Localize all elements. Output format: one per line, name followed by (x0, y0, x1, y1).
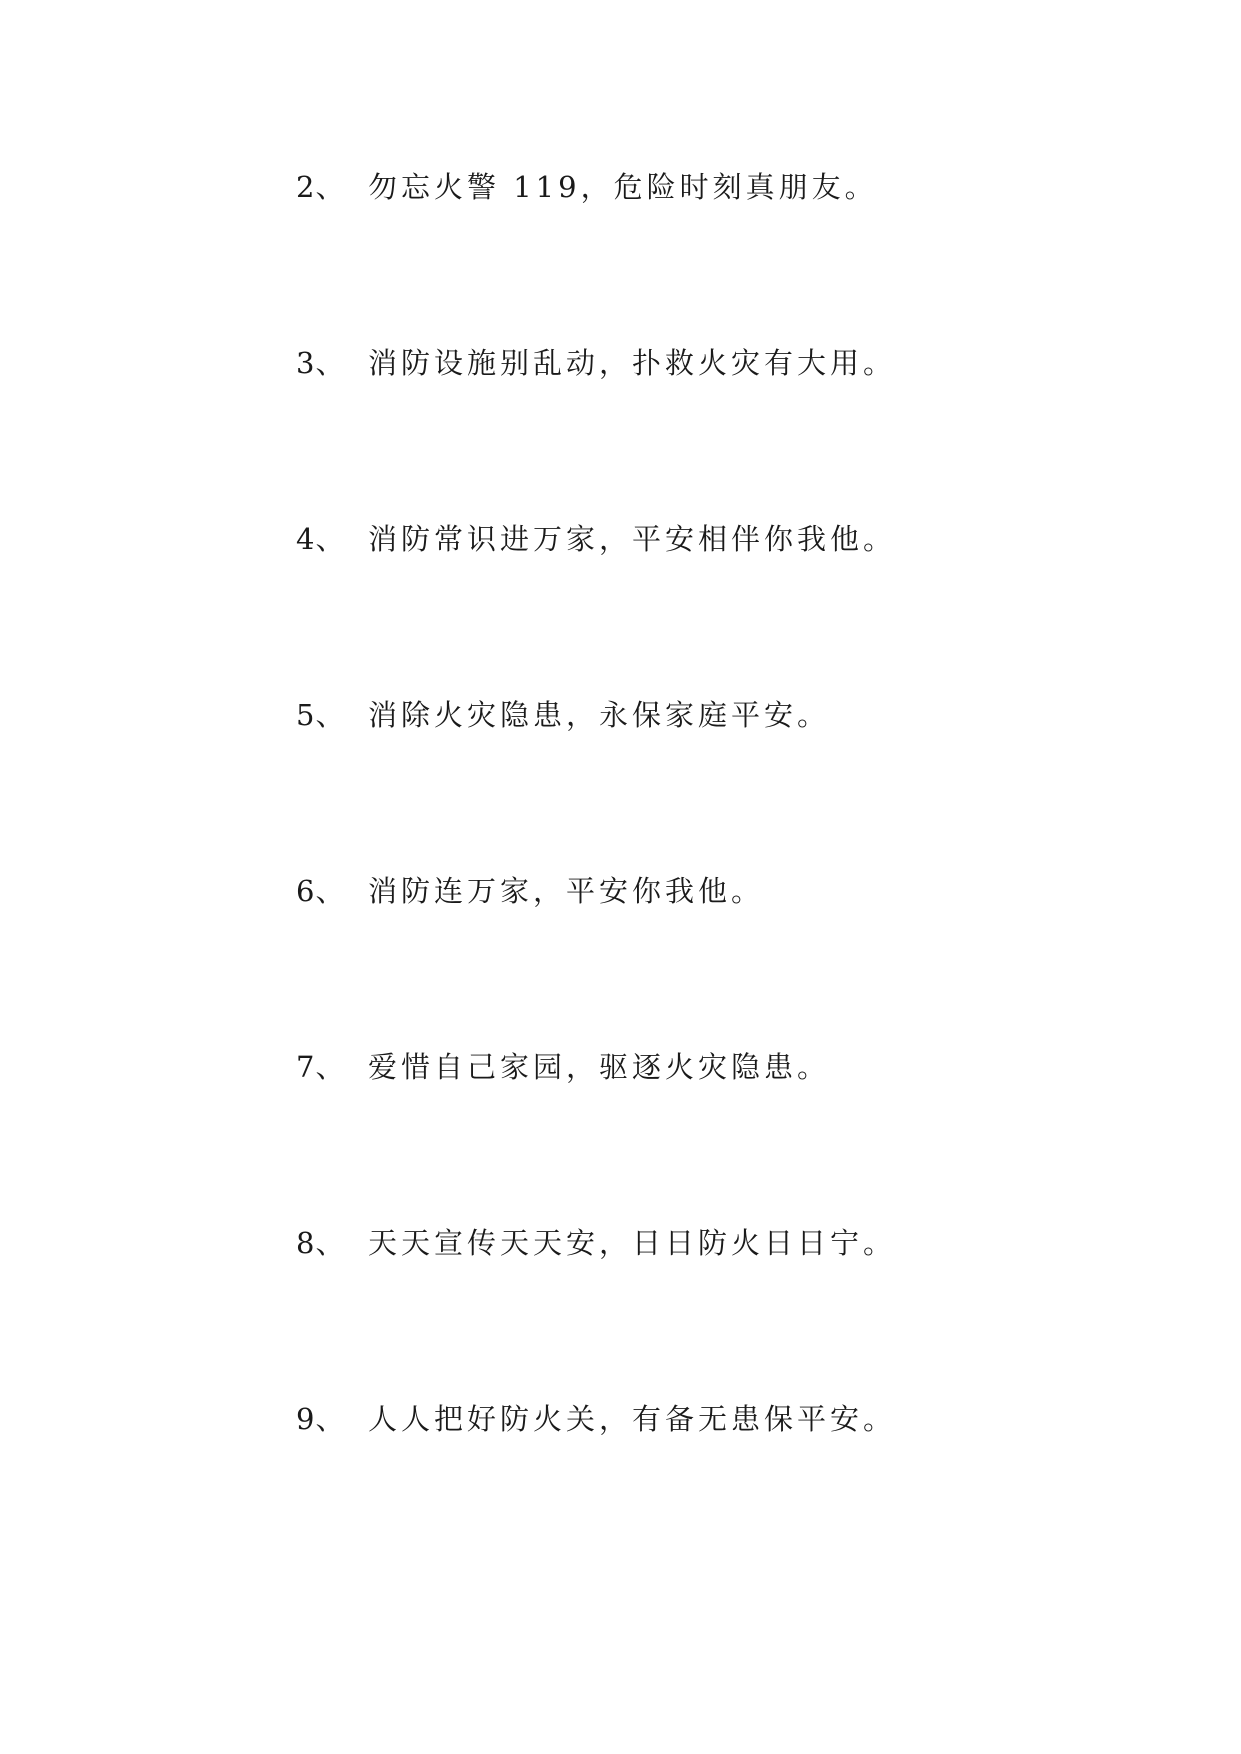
item-text: 消防连万家，平安你我他。 (368, 874, 765, 908)
list-item (0, 333, 1241, 393)
item-number: 7、 (296, 1050, 346, 1084)
list-item (0, 861, 1241, 921)
item-number: 2、 (296, 170, 346, 204)
list-item (0, 509, 1241, 569)
item-text: 勿忘火警 119，危险时刻真朋友。 (368, 170, 878, 204)
item-text: 爱惜自己家园，驱逐火灾隐患。 (368, 1050, 831, 1084)
item-text: 消除火灾隐患，永保家庭平安。 (368, 698, 831, 732)
item-number: 9、 (296, 1402, 346, 1436)
item-text: 天天宣传天天安，日日防火日日宁。 (368, 1226, 897, 1260)
list-item (0, 1037, 1241, 1097)
item-text: 人人把好防火关，有备无患保平安。 (368, 1402, 897, 1436)
item-number: 4、 (296, 522, 346, 556)
item-text: 消防设施别乱动，扑救火灾有大用。 (368, 346, 897, 380)
list-item (0, 157, 1241, 217)
item-number: 6、 (296, 874, 346, 908)
list-item (0, 685, 1241, 745)
item-number: 3、 (296, 346, 346, 380)
item-number: 8、 (296, 1226, 346, 1260)
item-text: 消防常识进万家，平安相伴你我他。 (368, 522, 897, 556)
list-item (0, 1213, 1241, 1273)
item-number: 5、 (296, 698, 346, 732)
list-item (0, 1389, 1241, 1449)
